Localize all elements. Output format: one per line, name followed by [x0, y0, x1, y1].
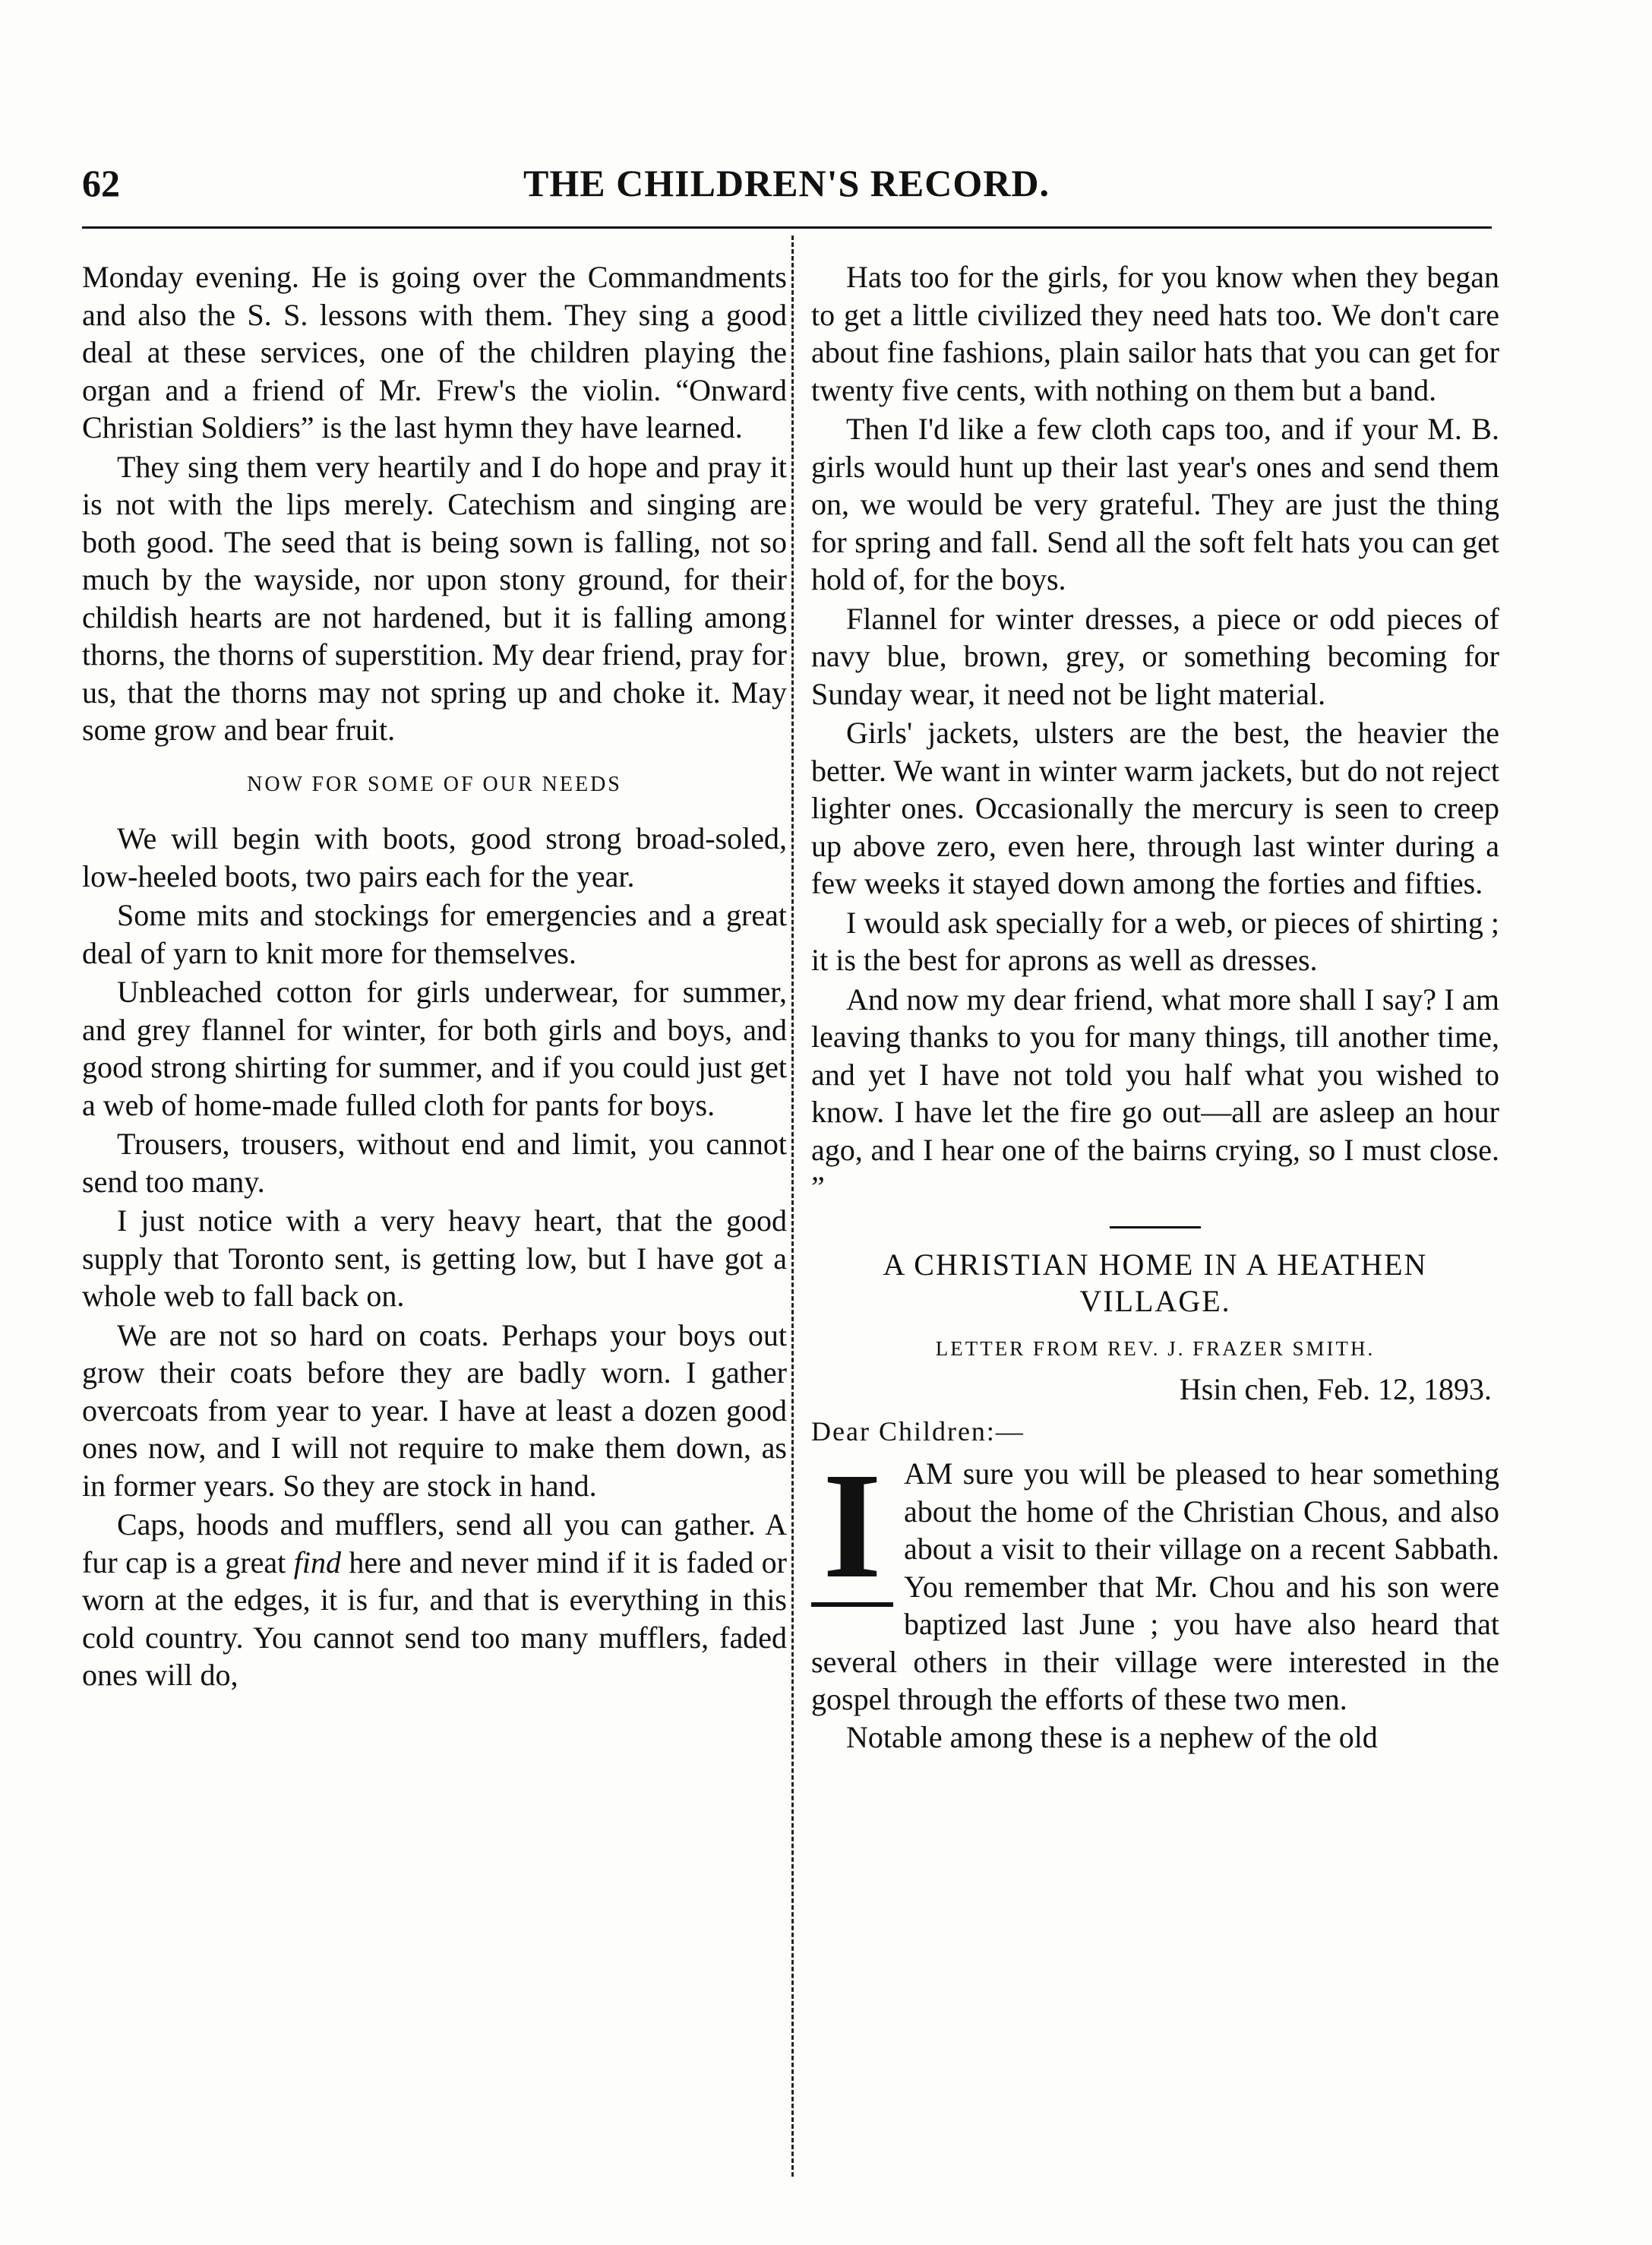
text-run: Caps, hoods and mufflers, send all you can gather. A fur cap is a great [82, 1507, 787, 1579]
paragraph: Monday evening. He is going over the Commandments and also the S. S. lessons with them. They sing a good deal at these services, one of the children playing the organ and a friend of Mr. Frew's the violin. “Onward Christian Soldiers” is the last hymn they have learned. [82, 260, 787, 444]
left-column [82, 258, 787, 1694]
paragraph: Trousers, trousers, without end and limit, you cannot send too many. [82, 1127, 787, 1199]
paragraph: Some mits and stockings for emergencies and a great deal of yarn to knit more for themselves. [82, 898, 787, 970]
paragraph: Notable among these is a nephew of the old [846, 1719, 1378, 1754]
article-byline: LETTER FROM REV. J. FRAZER SMITH. [935, 1336, 1376, 1360]
paragraph: I would ask specially for a web, or pieces of shirting ; it is the best for aprons as well as dresses. [811, 905, 1499, 977]
text-run: here and never mind if it is faded or worn at the edges, it is fur, and that is everything in this cold country. You cannot send too many mufflers, faded ones will do, [82, 1545, 788, 1692]
paragraph: Hats too for the girls, for you know when they began to get a little civilized they need hats too. We don't care about fine fashions, plain sailor hats that you can get for twenty five cents, with nothing on them but a band. [811, 260, 1499, 407]
paragraph: We are not so hard on coats. Perhaps your boys out grow their coats before they are badly worn. I gather overcoats from year to year. I have at least a dozen good ones now, and I will not require to make them down, as in former years. So they are stock in hand. [82, 1317, 787, 1503]
article-title: A CHRISTIAN HOME IN A HEATHEN VILLAGE. [883, 1247, 1428, 1318]
paragraph: Then I'd like a few cloth caps too, and if your M. B. girls would hunt up their last year's ones and send them on, we would be very grateful. They are just the thing for spring and fall. Send all the soft felt hats you can get hold of, for the boys. [811, 412, 1499, 596]
drop-cap: I [811, 1458, 893, 1607]
paragraph: Girls' jackets, ulsters are the best, the heavier the better. We want in winter warm jackets, but do not reject lighter ones. Occasionally the mercury is seen to creep up above zero, even here, through last winter during a few weeks it stayed down among the forties and fifties. [811, 716, 1499, 900]
page-number: 62 [82, 162, 120, 204]
header-rule [82, 226, 1492, 229]
section-subhead: NOW FOR SOME OF OUR NEEDS [247, 772, 622, 796]
running-title: THE CHILDREN'S RECORD. [523, 162, 1050, 204]
paragraph [82, 1506, 787, 1694]
paragraph: We will begin with boots, good strong broad-soled, low-heeled boots, two pairs each for the year. [82, 821, 787, 893]
page-header [82, 161, 1491, 214]
column-divider [791, 236, 794, 2177]
article-dateline: Hsin chen, Feb. 12, 1893. [1179, 1372, 1492, 1406]
paragraph: I just notice with a very heavy heart, that the good supply that Toronto sent, is getting low, but I have got a whole web to fall back on. [82, 1203, 787, 1313]
paragraph: Flannel for winter dresses, a piece or odd pieces of navy blue, brown, grey, or something becoming for Sunday wear, it need not be light material. [811, 601, 1499, 711]
opening-paragraph [811, 1442, 1499, 1719]
paragraph: They sing them very heartily and I do hope and pray it is not with the lips merely. Catechism and singing are both good. The seed that is being sown is falling, not so much by the wayside, nor upon stony ground, for their childish hearts are not hardened, but it is falling among thorns, the thorns of superstition. My dear friend, pray for us, that the thorns may not spring up and choke it. May some grow and bear fruit. [82, 449, 787, 747]
salutation: Dear Children:— [811, 1415, 1025, 1447]
paragraph: And now my dear friend, what more shall I say? I am leaving thanks to you for many things, till another time, and yet I have not told you half what you wished to know. I have let the fire go out—all are asleep an hour ago, and I hear one of the bairns crying, so I must close. ” [811, 982, 1499, 1204]
paragraph: AM sure you will be pleased to hear something about the home of the Christian Chous, and also about a visit to their village on a recent Sabbath. You remember that Mr. Chou and his son were baptized last June ; you have also heard that several others in their village were interested in the gospel through the efforts of these two men. [811, 1456, 1499, 1716]
paragraph: Unbleached cotton for girls underwear, for summer, and grey flannel for winter, for both girls and boys, and good strong shirting for summer, and if you could just get a web of home-made fulled cloth for pants for boys. [82, 975, 787, 1122]
emphasis: find [293, 1545, 341, 1579]
section-rule [1110, 1226, 1201, 1228]
right-column [811, 258, 1499, 1756]
